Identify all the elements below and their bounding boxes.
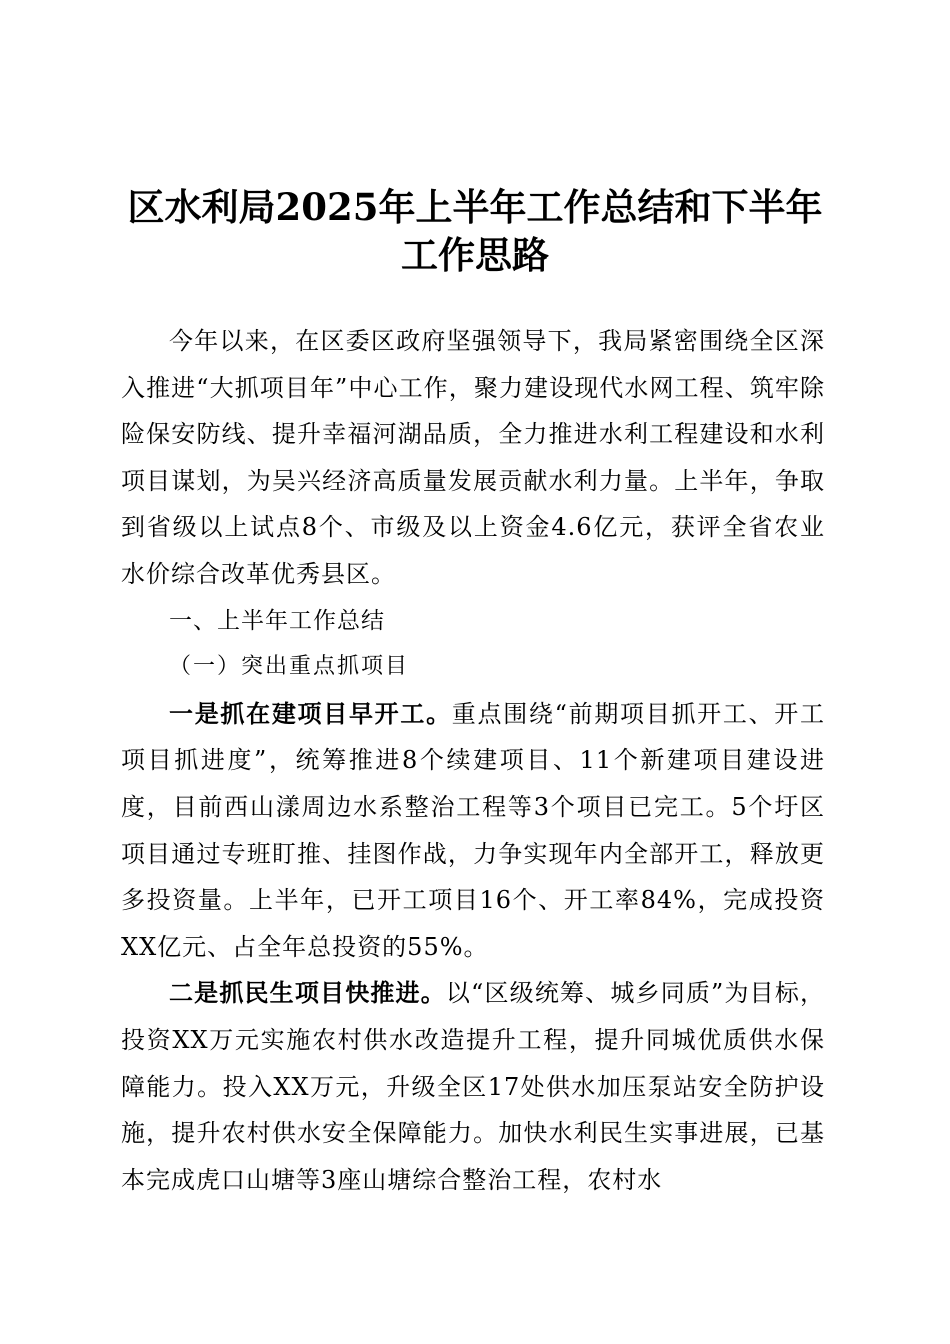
item-lead-2: 二是抓民生项目快推进。 xyxy=(169,979,446,1008)
section-heading: 一、上半年工作总结 xyxy=(169,607,385,634)
subsection-heading: （一）突出重点抓项目 xyxy=(169,654,410,680)
document-body xyxy=(121,318,825,1203)
item-text-1: 重点围绕“前期项目抓开工、开工项目抓进度”，统筹推进8个续建项目、11个新建项目建设进度，目前西山漾周边水系整治工程等3个项目已完工。5个圩区项目通过专班盯推、挂图作战，力争实现年内全部开工，释放更多投资量。上半年，已开工项目16个、开工率84%，完成投资XX亿元、占全年总投资的55%。 xyxy=(121,699,825,961)
document-title: 区水利局2025年上半年工作总结和下半年工作思路 xyxy=(127,185,823,277)
item-paragraph-1 xyxy=(121,691,825,971)
item-paragraph-2 xyxy=(121,970,825,1203)
intro-paragraph: 今年以来，在区委区政府坚强领导下，我局紧密围绕全区深入推进“大抓项目年”中心工作，聚力建设现代水网工程、筑牢除险保安防线、提升幸福河湖品质，全力推进水利工程建设和水利项目谋划，为吴兴经济高质量发展贡献水利力量。上半年，争取到省级以上试点8个、市级及以上资金4.6亿元，获评全省农业水价综合改革优秀县区。 xyxy=(121,327,825,588)
item-lead-1: 一是抓在建项目早开工。 xyxy=(169,699,452,728)
item-text-2: 以“区级统筹、城乡同质”为目标，投资XX万元实施农村供水改造提升工程，提升同城优质供水保障能力。投入XX万元，升级全区17处供水加压泵站安全防护设施，提升农村供水安全保障能力。加快水利民生实事进展，已基本完成虎口山塘等3座山塘综合整治工程，农村水 xyxy=(121,979,825,1194)
